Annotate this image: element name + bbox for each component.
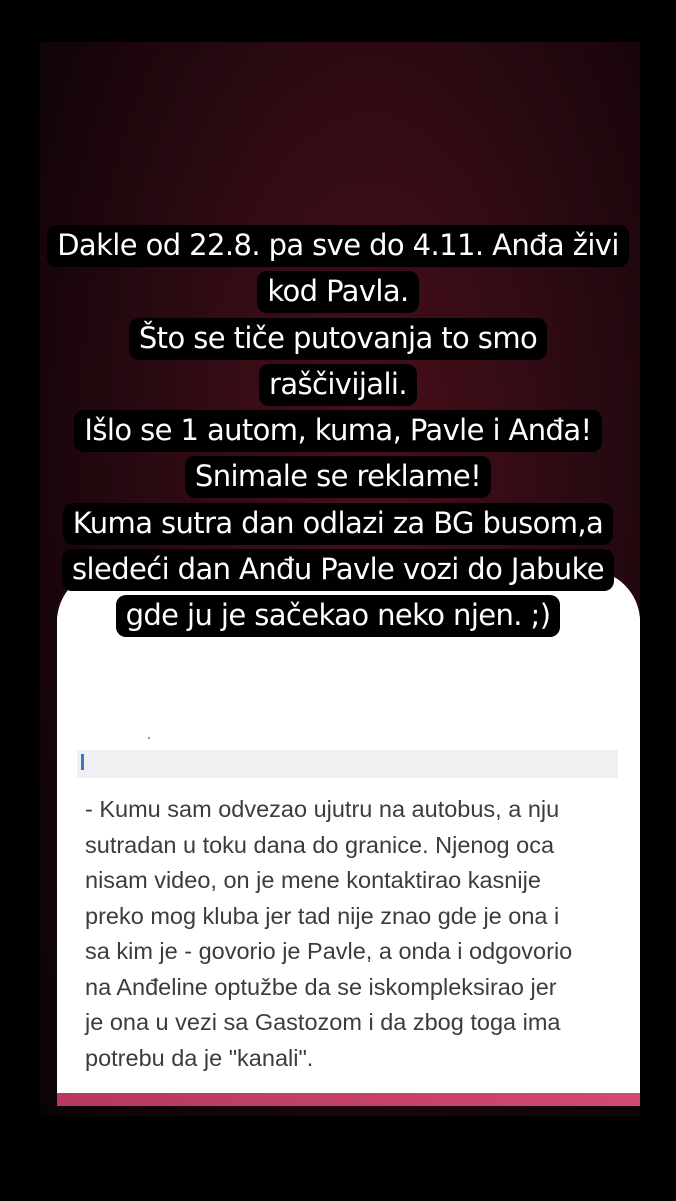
card-bottom-strip: [57, 1093, 640, 1106]
caption-line: Što se tiče putovanja to smo: [129, 318, 547, 360]
caption-line: Dakle od 22.8. pa sve do 4.11. Anđa živi: [47, 225, 629, 267]
caption-line: Išlo se 1 autom, kuma, Pavle i Anđa!: [74, 410, 601, 452]
separator-dot: [148, 737, 150, 739]
caption-line: gde ju je sačekao neko njen. ;): [116, 595, 561, 637]
article-screenshot-card: [57, 570, 640, 1106]
caption-line: sledeći dan Anđu Pavle vozi do Jabuke: [62, 549, 614, 591]
article-quote-text: - Kumu sam odvezao ujutru na autobus, a nju sutradan u toku dana do granice. Njenog oca nisam video, on je mene kontaktirao kasnije preko mog kluba jer tad nije znao gde je ona i sa kim je - govorio je Pavle, a onda i odgovorio na Anđeline optužbe da se iskompleksirao jer je ona u vezi sa Gastozom i da zbog toga ima potrebu da je "kanali".: [85, 796, 573, 1071]
caption-line: raščivijali.: [259, 364, 417, 406]
article-divider-bar: [77, 750, 618, 778]
quote-accent-mark: [81, 754, 84, 770]
caption-line: kod Pavla.: [257, 271, 418, 313]
story-caption: [0, 222, 676, 639]
caption-line: Kuma sutra dan odlazi za BG busom,a: [63, 503, 613, 545]
caption-line: Snimale se reklame!: [185, 456, 491, 498]
